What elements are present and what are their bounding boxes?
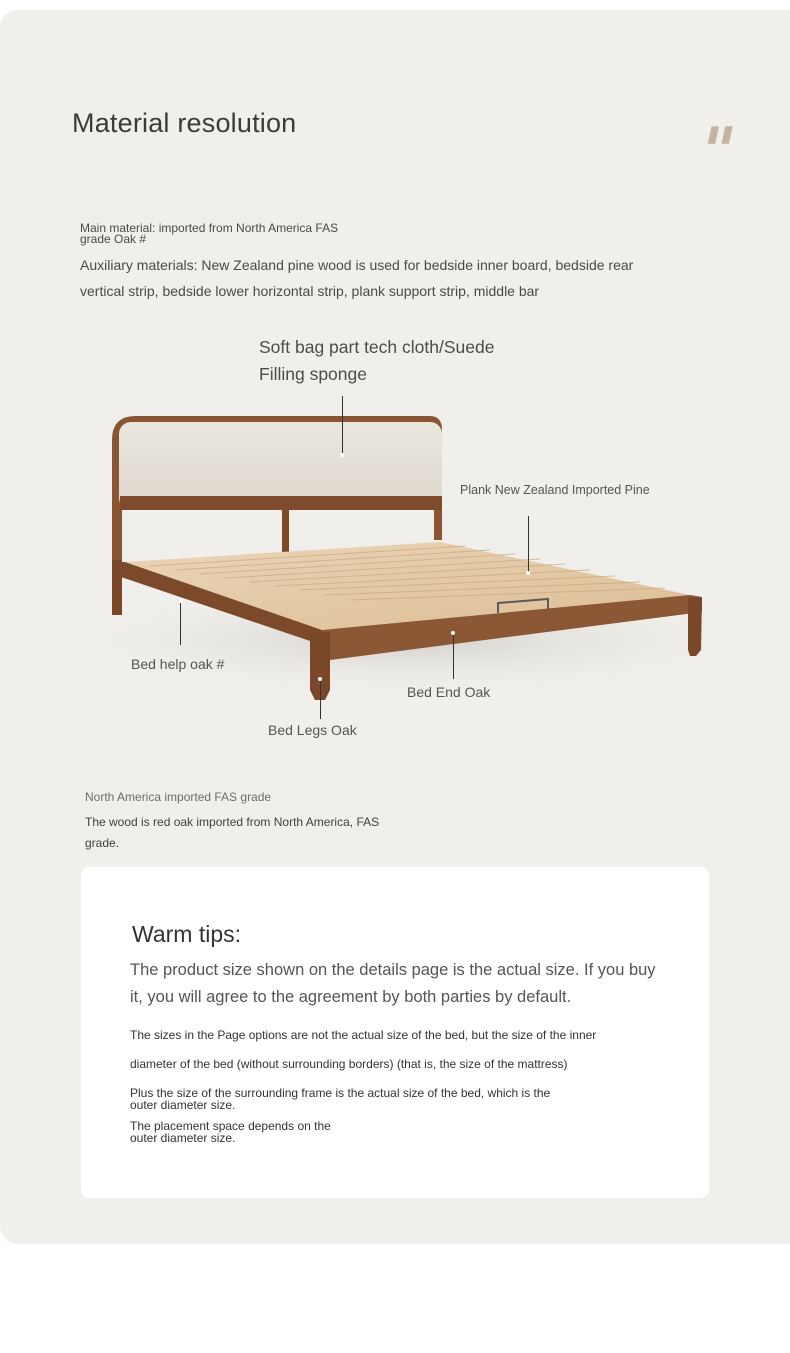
bed-legs-callout: Bed Legs Oak <box>268 722 357 738</box>
filling-label: Filling sponge <box>259 364 367 384</box>
warm-tips-title: Warm tips: <box>132 921 242 947</box>
bed-help-leader <box>180 603 181 645</box>
tips-line-3b: outer diameter size. <box>130 1098 236 1112</box>
fas-description: The wood is red oak imported from North America, FAS grade. <box>85 815 380 850</box>
tips-line-4b: outer diameter size. <box>130 1131 236 1145</box>
bed-help-callout: Bed help oak # <box>131 656 225 672</box>
tips-line-3a: Plus the size of the surrounding frame is the actual size of the bed, which is the <box>130 1086 551 1100</box>
headboard-rail <box>120 496 442 510</box>
bed-end-leader <box>453 635 454 679</box>
page-title: Material resolution <box>72 108 297 138</box>
bed-legs-leader <box>320 681 321 719</box>
plank-dot <box>526 571 530 575</box>
soft-bag-label: Soft bag part tech cloth/Suede <box>259 337 495 357</box>
main-material-line2: grade Oak # <box>80 232 147 246</box>
headboard-post <box>282 510 289 552</box>
plank-leader <box>528 516 529 572</box>
right-leg <box>688 597 702 656</box>
quote-mark-icon: " <box>692 114 742 189</box>
warm-tips-card <box>81 867 709 1198</box>
warm-tips-lead: The product size shown on the details page is the actual size. If you buy it, you will agree to the agreement by both parties by default. <box>130 961 656 1006</box>
plank-callout: Plank New Zealand Imported Pine <box>460 483 650 497</box>
tips-line-4a: The placement space depends on the <box>130 1119 331 1133</box>
tips-line-2: diameter of the bed (without surrounding borders) (that is, the size of the mattress) <box>130 1057 568 1071</box>
bed-end-callout: Bed End Oak <box>407 684 491 700</box>
fas-heading: North America imported FAS grade <box>85 790 272 804</box>
tips-line-1: The sizes in the Page options are not the actual size of the bed, but the size of the inner <box>130 1028 597 1042</box>
soft-bag-dot <box>340 453 344 457</box>
auxiliary-materials: Auxiliary materials: New Zealand pine wood is used for bedside inner board, bedside rear vertical strip, bedside lower horizontal strip, plank support strip, middle bar <box>80 257 634 299</box>
main-material-line1: Main material: imported from North America FAS <box>80 221 339 235</box>
soft-bag-leader <box>342 396 343 454</box>
